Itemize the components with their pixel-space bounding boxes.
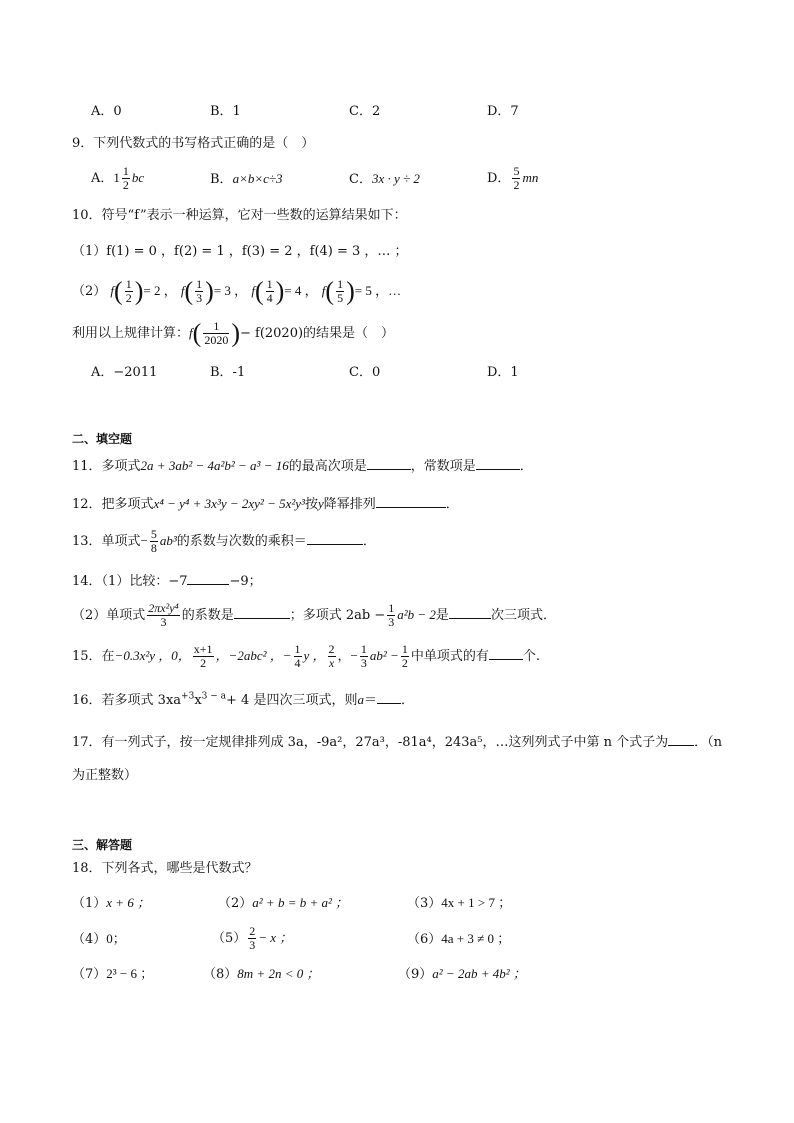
q18-item-5: （5） $\frac{2}{3}$ − x ； [212,924,293,952]
q10-option-c: C．0 [349,365,381,380]
q14-part-1: 14．（1）比较：−7 −9； [72,571,262,591]
q18-item-2: （2）a² + b = b + a² ； [218,895,349,911]
q18-item-4: （4）0； [72,931,126,947]
q17-line-1: 17．有一列式子，按一定规律排列成 3a，-9a²，27a³，-81a⁴，243a⁵，…这列列式子中第 n 个式子为 ．（n [72,732,722,752]
q14-part-2: （2）单项式 $\frac{\text{2πx²y⁴}}{3}$ 的系数是 ；多项式 2ab − $\frac{1}{3}$ a²b − 2是 次三项式． [72,601,556,629]
q18-item-8: （8）8m + 2n < 0 ； [203,966,320,982]
q16: 16．若多项式 $3xa^{+3}x^{3 - a}+ 4$ 是四次三项式，则a＝ ． [72,691,414,708]
q15: 15．在−0.3x²y ，0， $\frac{x+1}{2}$ ，−2abc² ，− $\frac{1}{4}$ y ， $\frac{2}{x}$ ，− $\frac{1}{3}$ ab² − $\frac{1}{2}$ 中单项式的有 个. [72,642,540,670]
section-3-title: 三、解答题 [72,838,133,852]
q10-line-1: （1）f(1) = 0 ，f(2) = 1 ，f(3) = 2 ，f(4) = 3 ，… ； [72,244,408,259]
q9-option-c: C．3x · y ÷ 2 [349,171,420,187]
q10-calc: 利用以上规律计算：f( $\frac{1}{2020}$ )− f(2020)的结果是（ ） [72,318,395,348]
q8-option-d: D．7 [487,104,519,119]
q9-option-b: B．a×b×c÷3 [210,171,283,187]
q17-line-2: 为正整数） [72,768,138,783]
q10-option-b: B．-1 [210,365,246,380]
q9-option-d: D． $\frac{5}{2}$ mn [487,164,539,192]
q8-option-c: C．2 [349,104,381,119]
q18-item-1: （1）x + 6 ； [72,895,151,911]
q12: 12．把多项式x⁴ − y⁴ + 3x³y − 2xy² − 5x²y³按y降幂排列 ． [72,496,459,512]
q10-line-2: （2） f( $\frac{1}{2}$ )= 2 ， f( $\frac{1}{3}$ )= 3 ， f( $\frac{1}{4}$ )= 4 ， f( $\frac{1}{5}$ )= 5 ，… [72,276,402,306]
q18-item-3: （3）4x + 1 > 7 ； [407,895,512,911]
q10-option-a: A．−2011 [91,365,158,380]
q18-item-7: （7）2³ − 6 ； [72,966,154,982]
q11: 11．多项式2a + 3ab² − 4a²b² − a³ − 16的最高次项是 ，常数项是 ． [72,458,533,474]
q10-stem: 10．符号“f”表示一种运算，它对一些数的运算结果如下： [72,208,407,223]
q10-option-d: D．1 [487,365,519,380]
q18-item-9: （9）a² − 2ab + 4b² ； [398,966,526,982]
q18-stem: 18．下列各式，哪些是代数式？ [72,861,258,876]
q8-option-a: A．0 [91,104,122,119]
q13: 13．单项式− $\frac{5}{8}$ ab³的系数与次数的乘积＝ ． [72,527,376,555]
section-2-title: 二、填空题 [72,432,133,446]
q18-item-6: （6）4a + 3 ≠ 0 ； [407,931,511,947]
q9-option-a: A．1 $\frac{1}{2}$ bc [91,164,145,192]
q8-option-b: B．1 [210,104,241,119]
q9-stem: 9．下列代数式的书写格式正确的是（ ） [72,136,315,151]
